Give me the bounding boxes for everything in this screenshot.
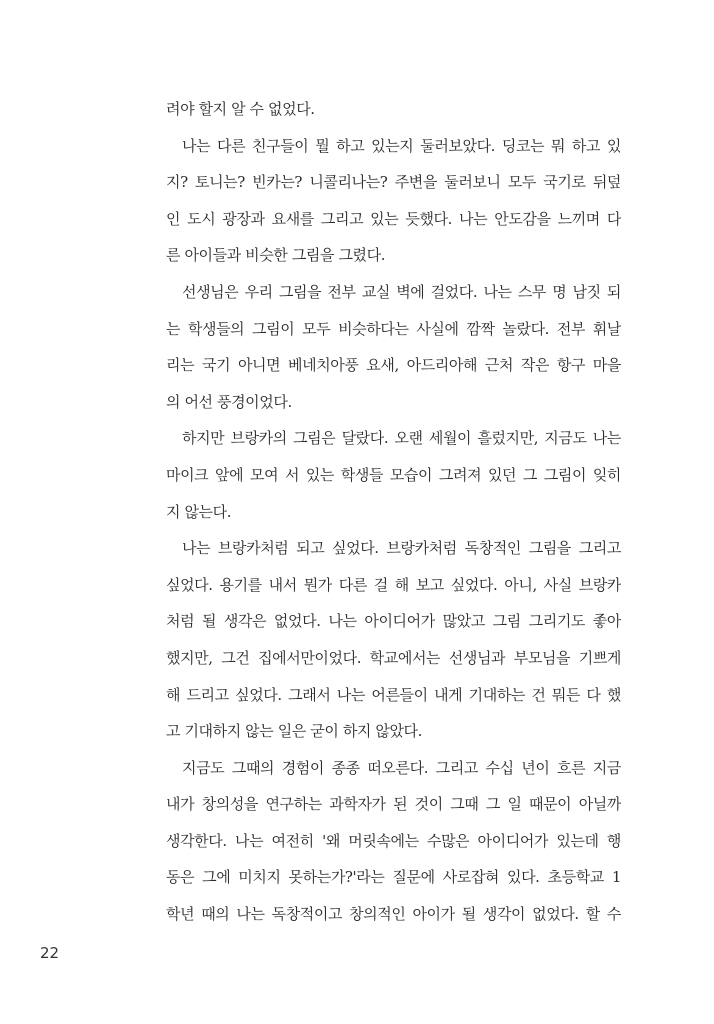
text-line: 동은 그에 미치지 못하는가?'라는 질문에 사로잡혀 있다. 초등학교 1 bbox=[166, 868, 621, 887]
text-line: 려야 할지 알 수 없었다. bbox=[166, 100, 315, 118]
text-line: 하지만 브랑카의 그림은 달랐다. 오랜 세월이 흘렀지만, 지금도 나는 bbox=[182, 429, 621, 448]
text-line: 인 도시 광장과 요새를 그리고 있는 듯했다. 나는 안도감을 느끼며 다 bbox=[166, 209, 621, 228]
text-line: 처럼 될 생각은 없었다. 나는 아이디어가 많았고 그림 그리기도 좋아 bbox=[166, 612, 621, 631]
paragraph bbox=[166, 530, 621, 750]
text-line: 지? 토니는? 빈카는? 니콜리나는? 주변을 둘러보니 모두 국기로 뒤덮 bbox=[166, 173, 621, 192]
text-line: 리는 국기 아니면 베네치아풍 요새, 아드리아해 근처 작은 항구 마을 bbox=[166, 356, 621, 375]
text-line: 내가 창의성을 연구하는 과학자가 된 것이 그때 그 일 때문이 아닐까 bbox=[166, 795, 621, 814]
text-line: 선생님은 우리 그림을 전부 교실 벽에 걸었다. 나는 스무 명 남짓 되 bbox=[182, 282, 621, 301]
text-line: 나는 다른 친구들이 뭘 하고 있는지 둘러보았다. 딩코는 뭐 하고 있 bbox=[182, 136, 621, 155]
paragraph bbox=[166, 274, 621, 420]
text-line: 의 어선 풍경이었다. bbox=[166, 392, 292, 411]
text-line: 해 드리고 싶었다. 그래서 나는 어른들이 내게 기대하는 건 뭐든 다 했 bbox=[166, 685, 621, 704]
text-line: 른 아이들과 비슷한 그림을 그렸다. bbox=[166, 246, 386, 265]
text-line: 마이크 앞에 모여 서 있는 학생들 모습이 그려져 있던 그 그림이 잊히 bbox=[166, 465, 621, 484]
body-text bbox=[166, 91, 621, 933]
text-line: 생각한다. 나는 여전히 '왜 머릿속에는 수많은 아이디어가 있는데 행 bbox=[166, 831, 621, 850]
page-number: 22 bbox=[40, 944, 60, 962]
text-line: 했지만, 그건 집에서만이었다. 학교에서는 선생님과 부모님을 기쁘게 bbox=[166, 648, 621, 667]
text-line: 고 기대하지 않는 일은 굳이 하지 않았다. bbox=[166, 722, 423, 741]
text-line: 지금도 그때의 경험이 종종 떠오른다. 그리고 수십 년이 흐른 지금 bbox=[182, 758, 621, 777]
text-line: 학년 때의 나는 독창적이고 창의적인 아이가 될 생각이 없었다. 할 수 bbox=[166, 905, 621, 924]
text-line: 나는 브랑카처럼 되고 싶었다. 브랑카처럼 독창적인 그림을 그리고 bbox=[182, 539, 621, 558]
paragraph bbox=[166, 91, 621, 128]
paragraph bbox=[166, 420, 621, 530]
paragraph bbox=[166, 128, 621, 274]
text-line: 싶었다. 용기를 내서 뭔가 다른 걸 해 보고 싶었다. 아니, 사실 브랑카 bbox=[166, 575, 621, 594]
paragraph bbox=[166, 750, 621, 933]
text-line: 는 학생들의 그림이 모두 비슷하다는 사실에 깜짝 놀랐다. 전부 휘날 bbox=[166, 319, 621, 338]
text-line: 지 않는다. bbox=[166, 502, 232, 521]
